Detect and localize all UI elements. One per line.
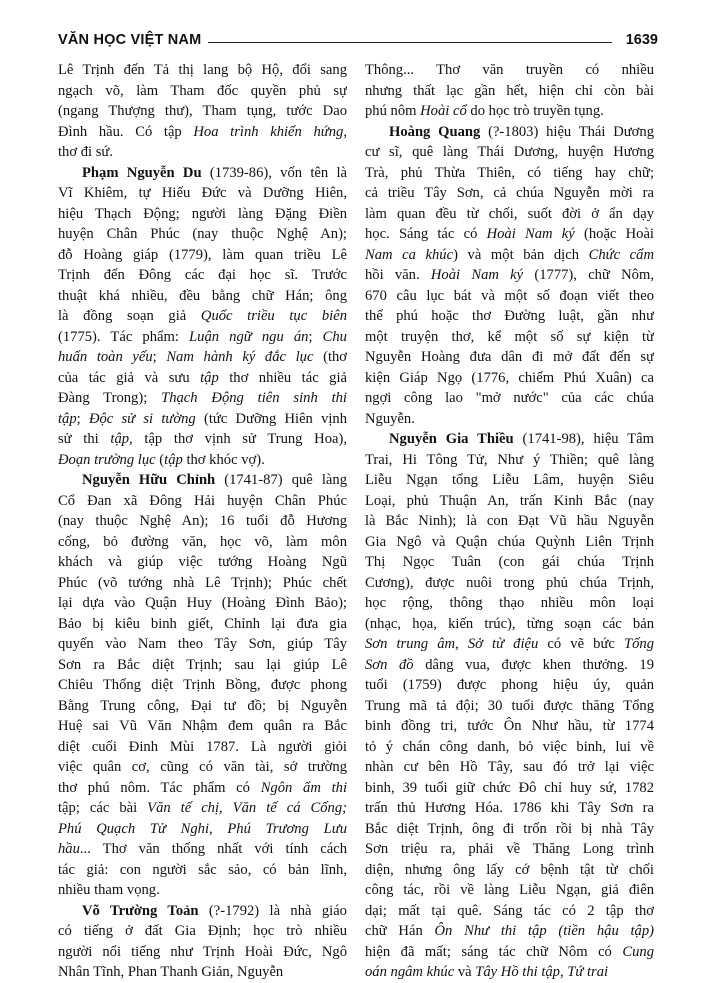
text-line: Nguyễn Hoàng đưa dân đi mở đất đến sự [365, 349, 654, 365]
text-line: huyện Chân Phúc (nay thuộc Nghệ An); [58, 226, 347, 242]
paragraph [58, 901, 347, 983]
text-line: một truyện thơ, kể một số sự kiện từ [365, 328, 654, 345]
header-rule [208, 42, 612, 43]
text-line: khách và giúp việc tướng Hoàng Ngũ [58, 554, 347, 570]
text-line: (nhạc, họa, kiến trúc), từng soạn các bản [365, 615, 654, 632]
text-line: Trai, Hi Tông Tử, Như ý Thiền; quê làng [365, 451, 654, 468]
text-line: nhàn cư bên Hồ Tây, sau đó trở lại việc [365, 759, 654, 775]
text-line: Đình hầu. Có tập Hoa trình khiển hứng, [58, 123, 347, 140]
text-line: nhiều tham vọng. [58, 882, 160, 898]
text-line: (1775). Tác phẩm: Luận ngữ ngu án; Chu [58, 328, 347, 345]
text-line: cư sĩ, quê làng Thái Dương, huyện Hương [365, 144, 654, 160]
text-line: Huệ sai Vũ Văn Nhậm đem quân ra Bắc [58, 718, 347, 734]
text-line: Phúc (võ tướng nhà Lê Trịnh); Phúc chết [58, 574, 347, 591]
text-line: kiện Giáp Ngọ (1776, chiếm Phú Xuân) ca [365, 369, 654, 386]
text-line: Trung mã tả đội; 30 tuổi được thăng Tổng [365, 697, 654, 714]
text-line: Võ Trường Toản (?-1792) là nhà giáo [82, 902, 347, 919]
paragraph [365, 60, 654, 122]
text-line: Đoạn trường lục (tập thơ khóc vợ). [58, 451, 265, 468]
text-line: Trịnh đến Đông các đại học sĩ. Trước [58, 267, 347, 283]
text-line: (nay thuộc Nghệ An); 16 tuổi đỗ Hương [58, 513, 347, 529]
text-line: công tác, rồi về làng Liễu Ngạn, giả điên [365, 882, 654, 898]
text-line: Phú Quạch Tử Nghi, Phú Trương Lưu [58, 820, 347, 837]
text-line: trấn thủ Hương Hóa. 1786 khi Tây Sơn ra [365, 800, 654, 816]
text-line: oán ngâm khúc và Tây Hồ thi tập, Tứ trai [365, 964, 609, 980]
text-line: Loại, phủ Thuận An, trấn Kinh Bắc (nay [365, 492, 654, 509]
text-line: hiệu Thạch Động; người làng Đặng Điền [58, 205, 347, 222]
text-line: Đàng Trong); Thạch Động tiên sinh thi [58, 390, 347, 406]
text-line: đỗ Hoàng giáp (1779), làm quan triều Lê [58, 246, 347, 263]
text-line: tập; các bài Văn tế chị, Văn tế cá Cống; [58, 800, 347, 816]
text-line: Nguyễn Hữu Chỉnh (1741-87) quê làng [82, 472, 347, 488]
text-line: người nổi tiếng như Trịnh Hoài Đức, Ngô [58, 943, 347, 960]
text-line: việc quân cơ, cũng có văn tài, sở trường [58, 759, 347, 775]
text-line: tuổi (1759) được phong hiệu úy, quản [365, 677, 654, 693]
text-line: Hoàng Quang (?-1803) hiệu Thái Dương [389, 123, 654, 140]
text-line: dại; mất tại quê. Sáng tác có 2 tập thơ [365, 902, 654, 919]
text-line: Gia Ngô và Quận chúa Quỳnh Liên Trịnh [365, 533, 654, 550]
text-line: làm quan đều từ chối, suốt đời ở ẩn dạy [365, 205, 654, 222]
text-line: Cổ Đan xã Đông Hải huyện Chân Phúc [58, 492, 347, 509]
text-line: hiện đã mất; sáng tác chữ Nôm có Cung [365, 943, 654, 960]
paragraph [58, 470, 347, 901]
text-line: Vĩ Khiêm, tự Hiếu Đức và Dưỡng Hiên, [58, 185, 347, 201]
text-line: học. Sáng tác có Hoài Nam ký (hoặc Hoài [365, 226, 654, 242]
text-line: (ngang Thượng thư), Tham tụng, tước Dao [58, 103, 347, 119]
text-line: Bằng Trung công, Đại tư đồ; bị Nguyễn [58, 697, 347, 714]
text-line: quyến vào Nam theo Tây Sơn, giúp Tây [58, 636, 347, 652]
text-line: Nguyễn. [365, 410, 415, 427]
text-line: Thông... Thơ văn truyền có nhiều [365, 62, 654, 78]
paragraph [58, 163, 347, 471]
text-line: thể phú hoặc thơ Đường luật, gần như [365, 308, 654, 324]
text-line: phú nôm Hoài cổ do học trò truyền tụng. [365, 103, 604, 119]
text-line: Nguyễn Gia Thiều (1741-98), hiệu Tâm [389, 431, 654, 447]
text-line: Sơn triệu ra, phải về Thăng Long trình [365, 841, 654, 857]
text-line: hầu... Thơ văn thống nhất với tính cách [58, 841, 347, 857]
text-line: là đồng soạn giả Quốc triều tục biên [58, 308, 347, 324]
text-line: Liễu Ngạn tổng Liễu Lâm, huyện Siêu [365, 472, 654, 488]
text-line: là Bắc Ninh); là con Đạt Vũ hầu Nguyễn [365, 513, 654, 529]
text-line: có tiếng ở đất Gia Định; học trò nhiều [58, 923, 347, 939]
text-line: hồi văn. Hoài Nam ký (1777), chữ Nôm, [365, 267, 654, 283]
text-line: diệt cuối Đinh Mùi 1787. Là người giỏi [58, 738, 347, 755]
page-header [58, 32, 658, 54]
text-line: binh đồng tri, tước Ôn Như hầu, từ 1774 [365, 718, 654, 734]
text-line: nhưng thất lạc gần hết, hiện chỉ còn bài [365, 82, 654, 99]
text-line: 670 câu lục bát và một số đoạn viết theo [365, 287, 654, 304]
text-line: Sơn trung âm, Sở từ điệu có vẽ bức Tống [365, 636, 654, 652]
text-line: thơ phú nôm. Tác phẩm có Ngôn ẩm thi [58, 779, 347, 796]
text-line: tác giả: con người sắc sảo, có bản lĩnh, [58, 861, 347, 878]
text-line: học rộng, thông thạo nhiều môn loại [365, 595, 654, 611]
text-line: Thị Ngọc Tuân (con gái chúa Trịnh [365, 554, 654, 570]
left-column [58, 60, 347, 983]
paragraph [365, 429, 654, 983]
text-line: thơ đi sứ. [58, 144, 113, 160]
text-line: Chiêu Thống diệt Trịnh Bồng, được phong [58, 677, 347, 693]
text-line: Nhân Tĩnh, Phan Thanh Giản, Nguyễn [58, 964, 284, 980]
text-line: Phạm Nguyễn Du (1739-86), vốn tên là [82, 164, 347, 181]
text-line: diện, nhưng ông lấy cớ bệnh tật từ chối [365, 861, 654, 878]
text-line: thuật khá nhiều, đều bằng chữ Hán; ông [58, 287, 347, 304]
text-line: tỏ ý chán công danh, bỏ việc binh, lui về [365, 738, 654, 755]
text-line: Lê Trịnh đến Tả thị lang bộ Hộ, đổi sang [58, 62, 347, 78]
paragraph [58, 60, 347, 163]
text-line: sử thi tập, tập thơ vịnh sử Trung Hoa), [58, 431, 347, 447]
text-line: ngạch võ, làm Tham đốc quyền phủ sự [58, 82, 347, 99]
text-line: lại dựa vào Quận Huy (Hoàng Đình Bảo); [58, 595, 347, 611]
text-line: cống, bỏ đường văn, học võ, làm môn [58, 533, 347, 550]
text-line: của tác giả và sưu tập thơ nhiều tác giả [58, 369, 347, 386]
text-line: Cương), được nuôi trong phủ chúa Trịnh, [365, 574, 654, 591]
text-line: chữ Hán Ôn Như thi tập (tiền hậu tập) [365, 923, 654, 939]
text-line: Bắc diệt Trịnh, ông đi trốn rồi bị nhà Tây [365, 820, 654, 837]
text-line: ngợi công lao "mở nước" của các chúa [365, 390, 654, 406]
page-number: 1639 [625, 32, 658, 48]
text-line: Sơn đồ dâng vua, được khen thưởng. 19 [365, 656, 654, 673]
paragraph [365, 122, 654, 430]
text-line: Bảo bị kiêu binh giết, Chỉnh lại đưa gia [58, 615, 347, 632]
text-line: huấn toàn yếu; Nam hành ký đắc lục (thơ [58, 349, 347, 365]
running-title: VĂN HỌC VIỆT NAM [58, 32, 202, 48]
text-line: Sơn ra Bắc diệt Trịnh; sau lại giúp Lê [58, 656, 347, 673]
text-line: Trà, phủ Thừa Thiên, có tiếng hay chữ; [365, 164, 654, 181]
text-line: binh, 39 tuổi giữ chức Đô chỉ huy sứ, 1782 [365, 779, 654, 796]
text-line: tập; Độc sử si tường (tức Dưỡng Hiên vịnh [58, 410, 347, 427]
text-line: cả triều Tây Sơn, cả chúa Nguyễn mời ra [365, 185, 654, 201]
text-line: Nam ca khúc) và một bản dịch Chức cẩm [365, 246, 654, 263]
right-column [365, 60, 654, 983]
